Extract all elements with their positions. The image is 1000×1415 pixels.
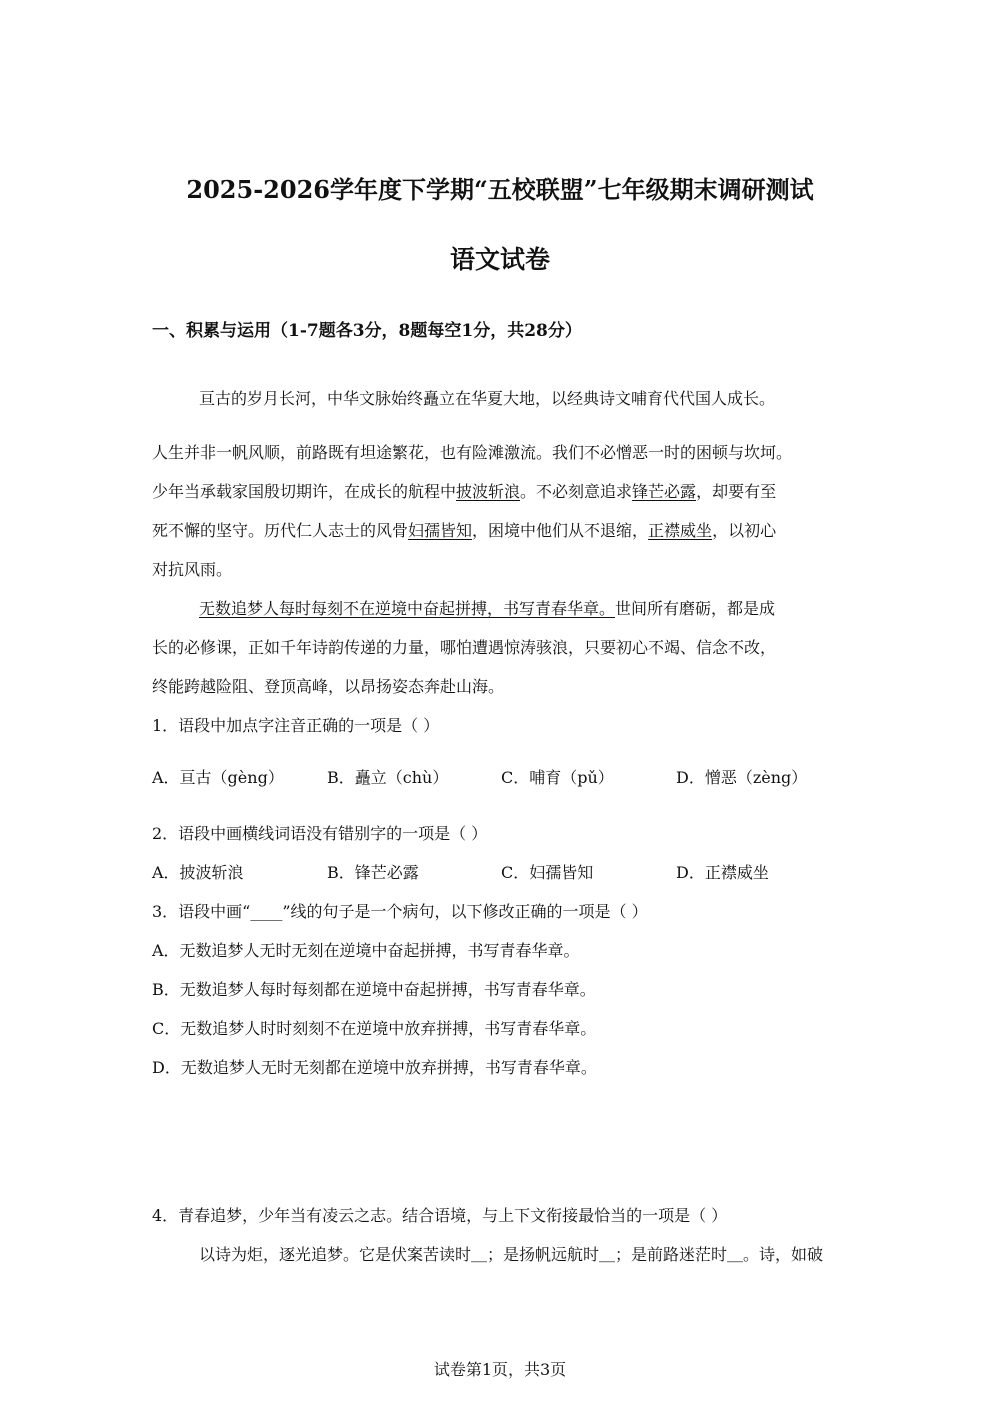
q2-option-d: D．正襟威坐 bbox=[676, 863, 769, 882]
text-span: ，困境中他们从不退缩， bbox=[472, 521, 649, 540]
q2-option-a: A．披波斩浪 bbox=[152, 863, 244, 882]
passage-line bbox=[152, 479, 776, 502]
text-span: 世间所有磨砺，都是成 bbox=[615, 599, 776, 618]
text-span: 死不懈的坚守。历代仁人志士的风骨 bbox=[152, 521, 409, 540]
q3-option-a: A．无数追梦人无时无刻在逆境中奋起拼搏，书写青春华章。 bbox=[152, 941, 580, 960]
q3-option-b: B．无数追梦人每时每刻都在逆境中奋起拼搏，书写青春华章。 bbox=[152, 980, 596, 999]
q1-option-c: C．哺育（pǔ） bbox=[501, 768, 614, 787]
passage-line: 对抗风雨。 bbox=[152, 560, 233, 579]
underlined-word: 锋芒必露 bbox=[632, 482, 697, 501]
underlined-sentence: 无数追梦人每时每刻不在逆境中奋起拼搏，书写青春华章。 bbox=[199, 599, 616, 618]
text-span: 少年当承载家国殷切期许，在成长的航程中 bbox=[152, 482, 457, 501]
q1-option-a: A．亘古（gèng） bbox=[152, 768, 284, 787]
exam-subtitle: 语文试卷 bbox=[449, 245, 550, 274]
text-span: ，却要有至 bbox=[696, 482, 777, 501]
q3-option-d: D．无数追梦人无时无刻都在逆境中放弃拼搏，书写青春华章。 bbox=[152, 1058, 597, 1077]
q2-option-b: B．锋芒必露 bbox=[327, 863, 419, 882]
question-stem: 1．语段中加点字注音正确的一项是（ ） bbox=[152, 716, 440, 735]
section-heading: 一、积累与运用（1-7题各3分，8题每空1分，共28分） bbox=[152, 321, 582, 341]
passage-line: 人生并非一帆风顺，前路既有坦途繁花，也有险滩激流。我们不必憎恶一时的困顿与坎坷。 bbox=[152, 443, 793, 462]
passage-line: 以诗为炬，逐光追梦。它是伏案苦读时＿；是扬帆远航时＿；是前路迷茫时＿。诗，如破 bbox=[199, 1245, 824, 1264]
underlined-word: 披波斩浪 bbox=[456, 482, 521, 501]
passage-line: 亘古的岁月长河，中华文脉始终矗立在华夏大地，以经典诗文哺育代代国人成长。 bbox=[199, 389, 776, 408]
passage-line bbox=[152, 518, 776, 541]
question-stem: 4．青春追梦，少年当有凌云之志。结合语境，与上下文衔接最恰当的一项是（ ） bbox=[152, 1206, 728, 1225]
passage-line: 长的必修课，正如千年诗韵传递的力量，哪怕遭遇惊涛骇浪，只要初心不竭、信念不改， bbox=[152, 638, 777, 657]
q1-option-b: B．矗立（chù） bbox=[327, 768, 449, 787]
text-span: 。不必刻意追求 bbox=[520, 482, 633, 501]
text-span: ，以初心 bbox=[712, 521, 777, 540]
page-footer: 试卷第1页，共3页 bbox=[433, 1360, 567, 1379]
q1-option-d: D．憎恶（zèng） bbox=[676, 768, 808, 787]
question-stem: 3．语段中画“____”线的句子是一个病句，以下修改正确的一项是（ ） bbox=[152, 902, 648, 921]
underlined-word: 妇孺皆知 bbox=[408, 521, 473, 540]
passage-line bbox=[199, 596, 775, 619]
question-stem: 2．语段中画横线词语没有错别字的一项是（ ） bbox=[152, 824, 488, 843]
exam-title: 2025-2026学年度下学期“五校联盟”七年级期末调研测试 bbox=[186, 175, 814, 204]
underlined-word: 正襟威坐 bbox=[648, 521, 713, 540]
q3-option-c: C．无数追梦人时时刻刻不在逆境中放弃拼搏，书写青春华章。 bbox=[152, 1019, 597, 1038]
passage-line: 终能跨越险阻、登顶高峰，以昂扬姿态奔赴山海。 bbox=[152, 677, 505, 696]
q2-option-c: C．妇孺皆知 bbox=[501, 863, 594, 882]
